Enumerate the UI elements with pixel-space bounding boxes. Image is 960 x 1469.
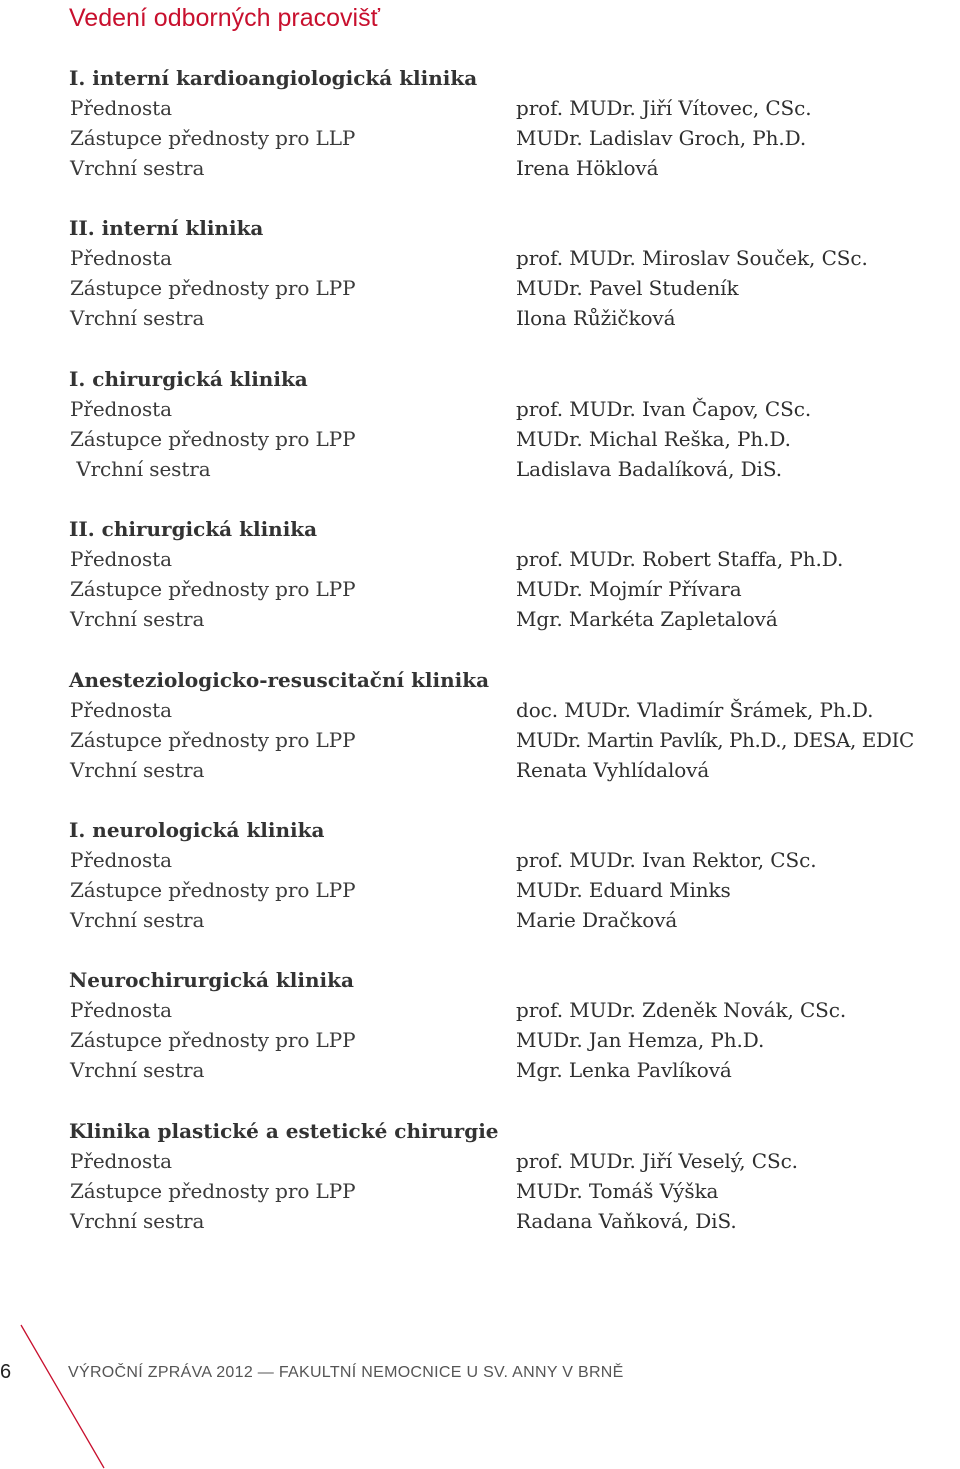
role-label: Vrchní sestra bbox=[70, 456, 211, 481]
role-label: Zástupce přednosty pro LPP bbox=[70, 276, 356, 301]
section-title: II. interní klinika bbox=[69, 216, 264, 241]
person-name: Ladislava Badalíková, DiS. bbox=[516, 456, 782, 481]
role-label: Zástupce přednosty pro LLP bbox=[70, 126, 356, 150]
role-label: Zástupce přednosty pro LPP bbox=[70, 1028, 356, 1053]
role-label: Přednosta bbox=[70, 697, 172, 722]
table-row bbox=[0, 1146, 960, 1176]
table-row bbox=[0, 424, 960, 454]
person-name: MUDr. Mojmír Přívara bbox=[516, 577, 742, 602]
person-name: MUDr. Eduard Minks bbox=[516, 877, 731, 902]
person-name: Marie Dračková bbox=[516, 907, 678, 932]
section-block bbox=[0, 1116, 960, 1266]
table-row bbox=[0, 574, 960, 604]
table-row bbox=[0, 454, 960, 484]
table-row bbox=[0, 123, 960, 153]
section-list bbox=[0, 63, 960, 1266]
person-name: doc. MUDr. Vladimír Šrámek, Ph.D. bbox=[516, 697, 874, 722]
person-name: Mgr. Markéta Zapletalová bbox=[516, 607, 778, 632]
person-name: Irena Höklová bbox=[516, 156, 659, 180]
person-name: MUDr. Martin Pavlík, Ph.D., DESA, EDIC bbox=[516, 727, 914, 752]
table-row bbox=[0, 995, 960, 1025]
table-row bbox=[0, 394, 960, 424]
section-title: Klinika plastické a estetické chirurgie bbox=[69, 1118, 499, 1143]
table-row bbox=[0, 1055, 960, 1085]
person-name: prof. MUDr. Robert Staffa, Ph.D. bbox=[516, 547, 844, 572]
table-row bbox=[0, 755, 960, 785]
person-name: prof. MUDr. Jiří Vítovec, CSc. bbox=[516, 96, 812, 120]
section-block bbox=[0, 815, 960, 965]
table-row bbox=[0, 303, 960, 333]
role-label: Vrchní sestra bbox=[70, 306, 205, 331]
role-label: Vrchní sestra bbox=[70, 757, 205, 782]
section-block bbox=[0, 665, 960, 815]
person-name: Ilona Růžičková bbox=[516, 306, 676, 331]
person-name: prof. MUDr. Miroslav Souček, CSc. bbox=[516, 246, 868, 271]
role-label: Zástupce přednosty pro LPP bbox=[70, 426, 356, 451]
person-name: prof. MUDr. Ivan Rektor, CSc. bbox=[516, 847, 817, 872]
footer-divider-line bbox=[0, 1324, 110, 1469]
section-title: I. interní kardioangiologická klinika bbox=[69, 66, 478, 90]
section-title: Neurochirurgická klinika bbox=[69, 968, 354, 993]
table-row bbox=[0, 544, 960, 574]
section-title: I. chirurgická klinika bbox=[69, 366, 308, 391]
role-label: Přednosta bbox=[70, 998, 172, 1023]
person-name: MUDr. Pavel Studeník bbox=[516, 276, 739, 301]
role-label: Zástupce přednosty pro LPP bbox=[70, 1178, 356, 1203]
table-row bbox=[0, 875, 960, 905]
role-label: Zástupce přednosty pro LPP bbox=[70, 727, 356, 752]
role-label: Vrchní sestra bbox=[70, 1058, 205, 1083]
person-name: MUDr. Ladislav Groch, Ph.D. bbox=[516, 126, 807, 150]
section-block bbox=[0, 63, 960, 213]
person-name: prof. MUDr. Zdeněk Novák, CSc. bbox=[516, 998, 847, 1023]
section-title: II. chirurgická klinika bbox=[69, 517, 318, 542]
role-label: Vrchní sestra bbox=[70, 1208, 205, 1233]
role-label: Přednosta bbox=[70, 246, 172, 271]
role-label: Přednosta bbox=[70, 1148, 172, 1173]
role-label: Přednosta bbox=[70, 847, 172, 872]
person-name: Mgr. Lenka Pavlíková bbox=[516, 1058, 732, 1083]
role-label: Přednosta bbox=[70, 396, 172, 421]
section-block bbox=[0, 213, 960, 363]
table-row bbox=[0, 725, 960, 755]
table-row bbox=[0, 604, 960, 634]
table-row bbox=[0, 273, 960, 303]
page-number: 6 bbox=[0, 1361, 12, 1383]
role-label: Vrchní sestra bbox=[70, 156, 205, 180]
person-name: MUDr. Jan Hemza, Ph.D. bbox=[516, 1028, 765, 1053]
role-label: Přednosta bbox=[70, 547, 172, 572]
person-name: prof. MUDr. Ivan Čapov, CSc. bbox=[516, 396, 812, 421]
footer-text: VÝROČNÍ ZPRÁVA 2012 — FAKULTNÍ NEMOCNICE U SV. ANNY V BRNĚ bbox=[68, 1364, 624, 1381]
role-label: Zástupce přednosty pro LPP bbox=[70, 577, 356, 602]
role-label: Vrchní sestra bbox=[70, 607, 205, 632]
table-row bbox=[0, 845, 960, 875]
section-block bbox=[0, 514, 960, 664]
table-row bbox=[0, 243, 960, 273]
page-title: Vedení odborných pracovišť bbox=[69, 4, 380, 32]
role-label: Přednosta bbox=[70, 96, 172, 120]
role-label: Zástupce přednosty pro LPP bbox=[70, 877, 356, 902]
table-row bbox=[0, 93, 960, 123]
section-block bbox=[0, 965, 960, 1115]
table-row bbox=[0, 1206, 960, 1236]
table-row bbox=[0, 1025, 960, 1055]
table-row bbox=[0, 695, 960, 725]
section-title: I. neurologická klinika bbox=[69, 817, 325, 842]
person-name: prof. MUDr. Jiří Veselý, CSc. bbox=[516, 1148, 798, 1173]
person-name: Renata Vyhlídalová bbox=[516, 757, 710, 782]
table-row bbox=[0, 153, 960, 183]
person-name: MUDr. Tomáš Výška bbox=[516, 1178, 719, 1203]
role-label: Vrchní sestra bbox=[70, 907, 205, 932]
person-name: Radana Vaňková, DiS. bbox=[516, 1208, 737, 1233]
table-row bbox=[0, 1176, 960, 1206]
person-name: MUDr. Michal Reška, Ph.D. bbox=[516, 426, 791, 451]
footer-divider-stroke bbox=[21, 1325, 104, 1468]
section-title: Anesteziologicko-resuscitační klinika bbox=[69, 667, 490, 692]
section-block bbox=[0, 364, 960, 514]
table-row bbox=[0, 905, 960, 935]
